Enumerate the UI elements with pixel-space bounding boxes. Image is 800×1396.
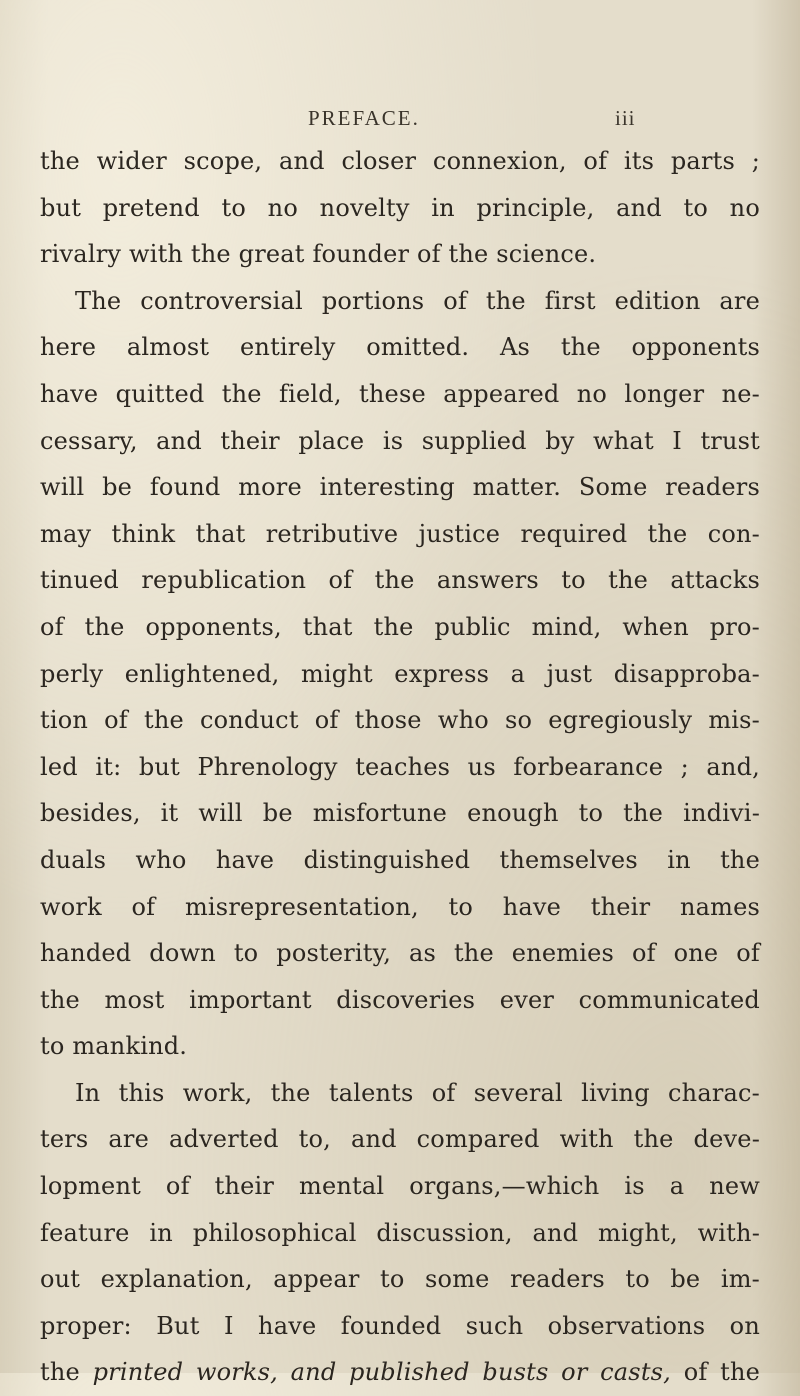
text-line: handed down to posterity, as the enemies of one of — [40, 939, 760, 968]
text-line: duals who have distinguished themselves in the — [40, 845, 760, 874]
text-line: may think that retributive justice required the con- — [40, 519, 760, 548]
text-line: tion of the conduct of those who so egregiously mis- — [40, 706, 760, 735]
text-line: lopment of their mental organs,—which is a new — [40, 1172, 760, 1201]
text-line: will be found more interesting matter. Some readers — [40, 473, 760, 502]
text-line: led it: but Phrenology teaches us forbearance ; and, — [40, 752, 760, 781]
text-line: to mankind. — [40, 1032, 188, 1061]
text-line: proper: But I have founded such observations on — [40, 1311, 760, 1340]
text-line: work of misrepresentation, to have their names — [40, 892, 760, 921]
paragraph-start-line: In this work, the talents of several living charac- — [75, 1078, 760, 1107]
text-line: cessary, and their place is supplied by what I trust — [40, 426, 760, 455]
italic-phrase: printed works, and published busts or casts, — [92, 1358, 672, 1387]
page-number: iii — [615, 106, 636, 130]
text-line: tinued republication of the answers to the attacks — [40, 566, 760, 595]
text-line: perly enlightened, might express a just disapproba- — [40, 659, 760, 688]
text-line: besides, it will be misfortune enough to the indivi- — [40, 799, 760, 828]
text-line: the most important discoveries ever communicated — [40, 985, 760, 1014]
running-title: PREFACE. — [308, 106, 420, 130]
text-line: of the opponents, that the public mind, when pro- — [40, 612, 760, 641]
final-line-tail: of the — [671, 1358, 761, 1387]
text-line: feature in philosophical discussion, and might, with- — [40, 1218, 760, 1247]
text-line: here almost entirely omitted. As the opponents — [40, 333, 760, 362]
body-text — [40, 138, 760, 1396]
text-line: ters are adverted to, and compared with the deve- — [40, 1125, 760, 1154]
text-line: rivalry with the great founder of the science. — [40, 240, 597, 269]
text-line: out explanation, appear to some readers to be im- — [40, 1265, 760, 1294]
text-line: the wider scope, and closer connexion, of its parts ; — [40, 147, 760, 175]
paragraph-start-line: The controversial portions of the first edition are — [75, 286, 760, 315]
text-line: have quitted the field, these appeared no longer ne- — [40, 379, 760, 408]
final-line-lead: the — [40, 1358, 93, 1387]
running-head — [0, 98, 800, 138]
text-line: but pretend to no novelty in principle, and to no — [40, 193, 760, 222]
